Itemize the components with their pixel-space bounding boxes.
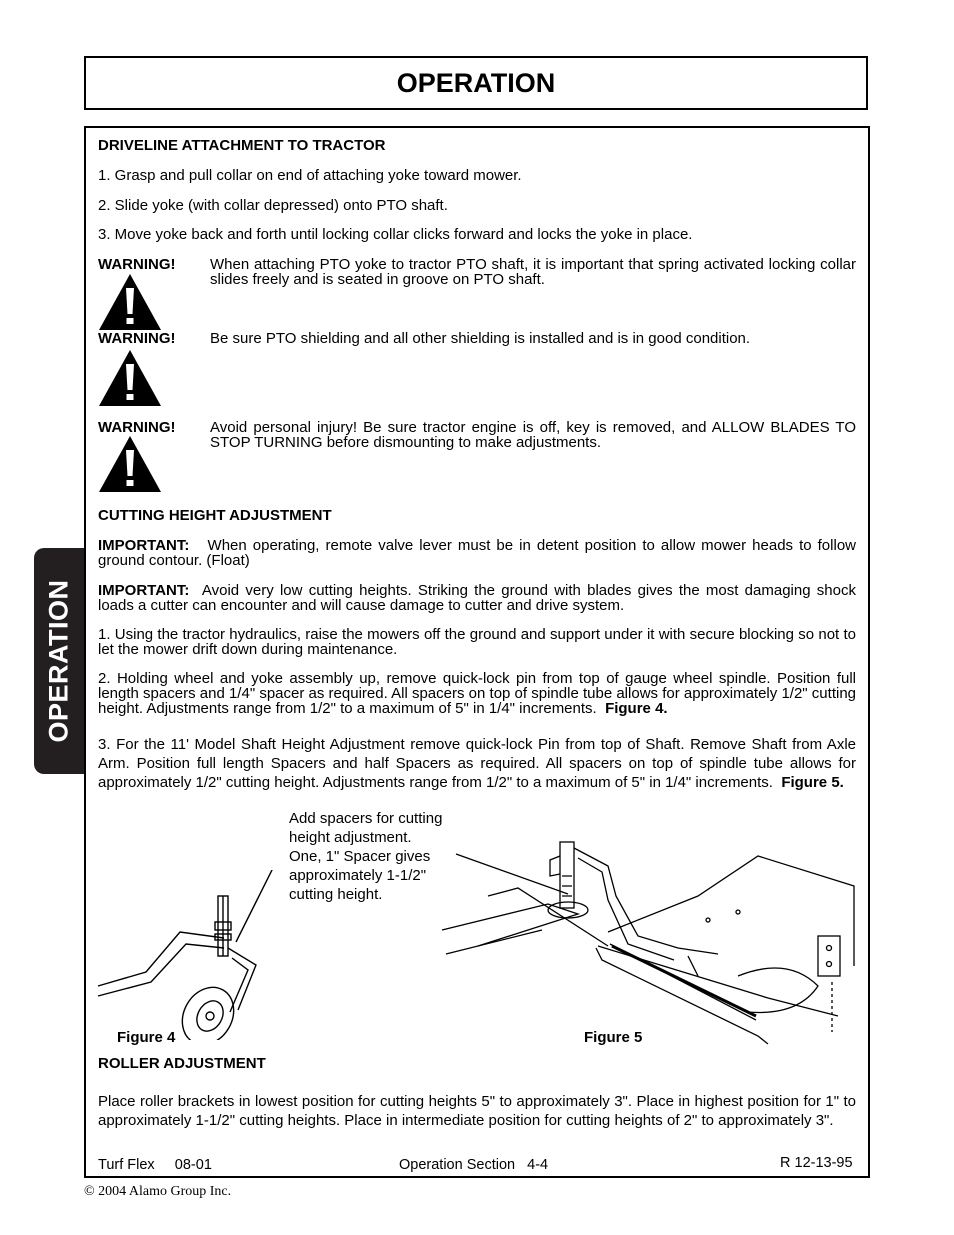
important-note-1 bbox=[98, 538, 856, 568]
footer-model-date: Turf Flex 08-01 bbox=[98, 1157, 212, 1173]
cutting-step-1: 1. Using the tractor hydraulics, raise the mowers off the ground and support under it with secure blocking so not to let the mower drift down during maintenance. bbox=[98, 626, 856, 658]
figure-4-gauge-wheel-illustration bbox=[96, 870, 286, 1040]
warning-triangle-icon bbox=[97, 434, 163, 494]
warning-text: Avoid personal injury! Be sure tractor engine is off, key is removed, and ALLOW BLADES TO STOP TURNING before dismounting to make adjustments. bbox=[210, 419, 856, 451]
roller-adjustment-text: Place roller brackets in lowest position for cutting heights 5" to approximately 3". Place in highest position for 1" to approximately 1-1/2" cutting heights. Place in intermediate position for cutting heights of 2" to approximately 3". bbox=[98, 1093, 856, 1129]
callout-line: cutting height. bbox=[289, 886, 383, 903]
footer-section-page: Operation Section 4-4 bbox=[399, 1157, 549, 1173]
figure-4-reference: Figure 4. bbox=[605, 700, 668, 717]
warning-label: WARNING! bbox=[98, 419, 176, 436]
important-label: IMPORTANT: bbox=[98, 582, 190, 599]
driveline-step-3: 3. Move yoke back and forth until locking collar clicks forward and locks the yoke in place. bbox=[98, 226, 693, 243]
warning-triangle-icon bbox=[97, 272, 163, 332]
driveline-step-1: 1. Grasp and pull collar on end of attaching yoke toward mower. bbox=[98, 167, 522, 184]
roller-adjustment-heading: ROLLER ADJUSTMENT bbox=[98, 1055, 266, 1072]
section-side-tab bbox=[34, 548, 84, 774]
page-title: OPERATION bbox=[396, 67, 556, 98]
figure-5-reference: Figure 5. bbox=[781, 774, 844, 791]
warning-label: WARNING! bbox=[98, 330, 176, 347]
callout-line: approximately 1-1/2" bbox=[289, 867, 427, 884]
cutting-step-3-text: 3. For the 11' Model Shaft Height Adjustment remove quick-lock Pin from top of Shaft. Remove Shaft from Axle Arm. Position full length Spacers and half Spacers as required. All spacers on top of spindle tube allows for approximately 1/2" cutting height. Adjustments range from 1/2" to a maximum of 5" in 1/4" increments. bbox=[98, 736, 856, 791]
cutting-step-2 bbox=[98, 671, 856, 716]
figure-4-caption: Figure 4 bbox=[117, 1029, 176, 1046]
footer-revision: R 12-13-95 bbox=[780, 1155, 853, 1171]
figure-5-shaft-height-illustration bbox=[438, 836, 858, 1056]
warning-text: When attaching PTO yoke to tractor PTO shaft, it is important that spring activated locking collar slides freely and is seated in groove on PTO shaft. bbox=[210, 256, 856, 288]
warning-text: Be sure PTO shielding and all other shielding is installed and is in good condition. bbox=[210, 330, 751, 347]
important-text: Avoid very low cutting heights. Striking the ground with blades gives the most damaging shock loads a cutter can encounter and will cause damage to cutter and drive system. bbox=[98, 582, 856, 614]
warning-triangle-icon bbox=[97, 348, 163, 408]
important-text: When operating, remote valve lever must be in detent position to allow mower heads to follow ground contour. (Float) bbox=[98, 537, 856, 569]
important-label: IMPORTANT: bbox=[98, 537, 190, 554]
important-note-2 bbox=[98, 583, 856, 613]
callout-line: One, 1" Spacer gives bbox=[289, 848, 431, 865]
cutting-step-2-text: 2. Holding wheel and yoke assembly up, remove quick-lock pin from top of gauge wheel spindle. Position full length spacers and 1/4" spacer as required. All spacers on top of spindle tube allows for approximately 1/2" cutting height. Adjustments range from 1/2" to a maximum of 5" in 1/4" increments. bbox=[98, 670, 856, 717]
figure-5-caption: Figure 5 bbox=[584, 1029, 643, 1046]
page-header bbox=[84, 56, 868, 110]
side-tab-label: OPERATION bbox=[43, 579, 74, 743]
callout-line: height adjustment. bbox=[289, 829, 412, 846]
driveline-heading: DRIVELINE ATTACHMENT TO TRACTOR bbox=[98, 137, 386, 154]
copyright-notice: © 2004 Alamo Group Inc. bbox=[84, 1184, 232, 1199]
spacer-callout bbox=[289, 809, 442, 904]
callout-line: Add spacers for cutting bbox=[289, 810, 443, 827]
cutting-step-3 bbox=[98, 735, 856, 792]
cutting-height-heading: CUTTING HEIGHT ADJUSTMENT bbox=[98, 507, 332, 524]
driveline-step-2: 2. Slide yoke (with collar depressed) onto PTO shaft. bbox=[98, 197, 448, 214]
warning-label: WARNING! bbox=[98, 256, 176, 273]
